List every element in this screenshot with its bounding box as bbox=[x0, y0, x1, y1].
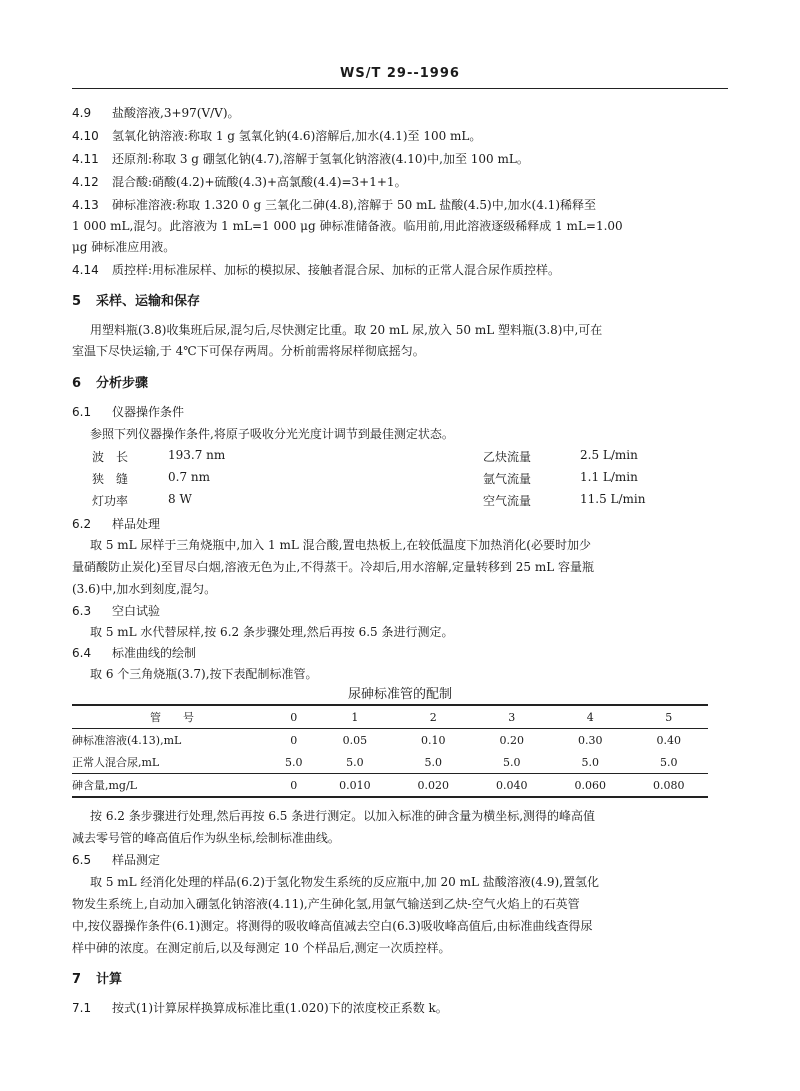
table-cell: 0.40 bbox=[656, 733, 681, 747]
table-row bbox=[72, 774, 708, 798]
item-4-14: 4.14 质控样:用标准尿样、加标的模拟尿、接触者混合尿、加标的正常人混合尿作质控样。 bbox=[72, 263, 561, 277]
param-value-acetylene: 2.5 L/min bbox=[580, 448, 638, 462]
table-cell: 0.040 bbox=[473, 774, 551, 798]
param-label-wavelength: 波 长 bbox=[92, 450, 129, 464]
subsection-6-4-heading: 6.4 标准曲线的绘制 bbox=[72, 646, 197, 660]
subsection-6-3-heading: 6.3 空白试验 bbox=[72, 604, 161, 618]
subsection-6-5-line-3: 中,按仪器操作条件(6.1)测定。将测得的吸收峰高值减去空白(6.3)吸收峰高值后,由标准曲线查得尿 bbox=[72, 919, 593, 933]
subsection-6-1-heading: 6.1 仪器操作条件 bbox=[72, 405, 185, 419]
table-cell: 砷标准溶液(4.13),mL bbox=[72, 734, 182, 747]
table-cell: 0.10 bbox=[421, 733, 446, 747]
section-5-para-2: 室温下尽快运输,于 4℃下可保存两周。分析前需将尿样彻底摇匀。 bbox=[72, 344, 425, 358]
table-header-cell: 4 bbox=[551, 705, 629, 729]
subsection-6-5-line-2: 物发生系统上,自动加入硼氢化钠溶液(4.11),产生砷化氢,用氩气输送到乙炔-空气火焰上的石英管 bbox=[72, 897, 580, 911]
table-header-cell: 0 bbox=[272, 705, 316, 729]
table-cell: 0.060 bbox=[551, 774, 629, 798]
item-4-13: 4.13 砷标准溶液:称取 1.320 0 g 三氧化二砷(4.8),溶解于 50 mL 盐酸(4.5)中,加水(4.1)稀释至 bbox=[72, 198, 597, 212]
subsection-6-3-text: 取 5 mL 水代替尿样,按 6.2 条步骤处理,然后再按 6.5 条进行测定。 bbox=[90, 625, 454, 639]
subsection-6-5-line-4: 样中砷的浓度。在测定前后,以及每测定 10 个样品后,测定一次质控样。 bbox=[72, 941, 451, 955]
param-value-air: 11.5 L/min bbox=[580, 492, 646, 506]
header-rule bbox=[72, 88, 728, 89]
table-cell: 正常人混合尿,mL bbox=[72, 756, 160, 769]
table-cell: 5.0 bbox=[346, 755, 364, 769]
table-cell: 5.0 bbox=[581, 755, 599, 769]
subsection-6-4-after-1: 按 6.2 条步骤进行处理,然后再按 6.5 条进行测定。以加入标准的砷含量为横坐标,测得的峰高值 bbox=[90, 809, 596, 823]
table-cell: 0.30 bbox=[577, 733, 603, 747]
param-value-slit: 0.7 nm bbox=[168, 470, 211, 484]
param-label-lamp-power: 灯功率 bbox=[92, 494, 129, 508]
item-4-13-cont-2: μg 砷标准应用液。 bbox=[72, 240, 176, 254]
table-cell: 5.0 bbox=[285, 755, 303, 769]
table-cell: 0.020 bbox=[394, 774, 472, 798]
param-value-wavelength: 193.7 nm bbox=[168, 448, 226, 462]
table-cell: 0 bbox=[290, 733, 298, 747]
standard-tube-table bbox=[72, 704, 708, 798]
param-label-argon: 氩气流量 bbox=[483, 472, 532, 486]
item-4-10: 4.10 氢氧化钠溶液:称取 1 g 氢氧化钠(4.6)溶解后,加水(4.1)至 100 mL。 bbox=[72, 129, 482, 143]
item-4-11: 4.11 还原剂:称取 3 g 硼氢化钠(4.7),溶解于氢氧化钠溶液(4.10)中,加至 100 mL。 bbox=[72, 152, 529, 166]
table-cell: 0.05 bbox=[342, 733, 368, 747]
table-header-cell: 1 bbox=[316, 705, 394, 729]
param-value-lamp-power: 8 W bbox=[168, 492, 192, 506]
table-cell: 砷含量,mg/L bbox=[72, 774, 272, 798]
subsection-6-5-heading: 6.5 样品测定 bbox=[72, 853, 161, 867]
table-cell: 5.0 bbox=[503, 755, 521, 769]
param-value-argon: 1.1 L/min bbox=[580, 470, 638, 484]
table-cell: 0.010 bbox=[316, 774, 394, 798]
table-row bbox=[72, 729, 708, 752]
table-cell: 0.080 bbox=[629, 774, 708, 798]
subsection-6-1-text: 参照下列仪器操作条件,将原子吸收分光光度计调节到最佳测定状态。 bbox=[90, 427, 454, 441]
table-cell: 5.0 bbox=[424, 755, 443, 769]
section-5-heading: 5 采样、运输和保存 bbox=[72, 294, 201, 309]
table-cell: 0.20 bbox=[499, 733, 525, 747]
subsection-6-2-line-1: 取 5 mL 尿样于三角烧瓶中,加入 1 mL 混合酸,置电热板上,在较低温度下加热消化(必要时加少 bbox=[90, 538, 591, 552]
subsection-7-1: 7.1 按式(1)计算尿样换算成标准比重(1.020)下的浓度校正系数 k。 bbox=[72, 1001, 448, 1015]
standard-code-header: WS/T 29--1996 bbox=[340, 66, 460, 81]
table-header-cell: 5 bbox=[629, 705, 708, 729]
table-header-cell: 3 bbox=[473, 705, 551, 729]
table-cell: 0 bbox=[272, 774, 316, 798]
subsection-6-4-text: 取 6 个三角烧瓶(3.7),按下表配制标准管。 bbox=[90, 667, 318, 681]
item-4-9: 4.9 盐酸溶液,3+97(V/V)。 bbox=[72, 106, 240, 120]
param-label-slit: 狭 缝 bbox=[92, 472, 129, 486]
table-header-cell: 2 bbox=[394, 705, 472, 729]
table-caption: 尿砷标准管的配制 bbox=[347, 687, 452, 702]
table-header-row bbox=[72, 705, 708, 729]
table-header-cell: 管 号 bbox=[72, 705, 272, 729]
section-7-heading: 7 计算 bbox=[72, 972, 123, 987]
subsection-6-2-line-3: (3.6)中,加水到刻度,混匀。 bbox=[72, 582, 217, 596]
param-label-air: 空气流量 bbox=[483, 494, 532, 508]
subsection-6-5-line-1: 取 5 mL 经消化处理的样品(6.2)于氢化物发生系统的反应瓶中,加 20 mL 盐酸溶液(4.9),置氢化 bbox=[90, 875, 600, 889]
subsection-6-2-line-2: 量硝酸防止炭化)至冒尽白烟,溶液无色为止,不得蒸干。冷却后,用水溶解,定量转移到 25 mL 容量瓶 bbox=[72, 560, 595, 574]
table-cell: 5.0 bbox=[659, 755, 678, 769]
subsection-6-4-after-2: 减去零号管的峰高值后作为纵坐标,绘制标准曲线。 bbox=[72, 831, 340, 845]
param-label-acetylene: 乙炔流量 bbox=[483, 450, 532, 464]
table-row bbox=[72, 751, 708, 774]
subsection-6-2-heading: 6.2 样品处理 bbox=[72, 517, 161, 531]
item-4-12: 4.12 混合酸:硝酸(4.2)+硫酸(4.3)+高氯酸(4.4)=3+1+1。 bbox=[72, 175, 407, 189]
section-6-heading: 6 分析步骤 bbox=[72, 376, 149, 391]
section-5-para-1: 用塑料瓶(3.8)收集班后尿,混匀后,尽快测定比重。取 20 mL 尿,放入 50 mL 塑料瓶(3.8)中,可在 bbox=[90, 323, 603, 337]
item-4-13-cont-1: 1 000 mL,混匀。此溶液为 1 mL=1 000 μg 砷标准储备液。临用前,用此溶液逐级稀释成 1 mL=1.00 bbox=[72, 219, 623, 233]
